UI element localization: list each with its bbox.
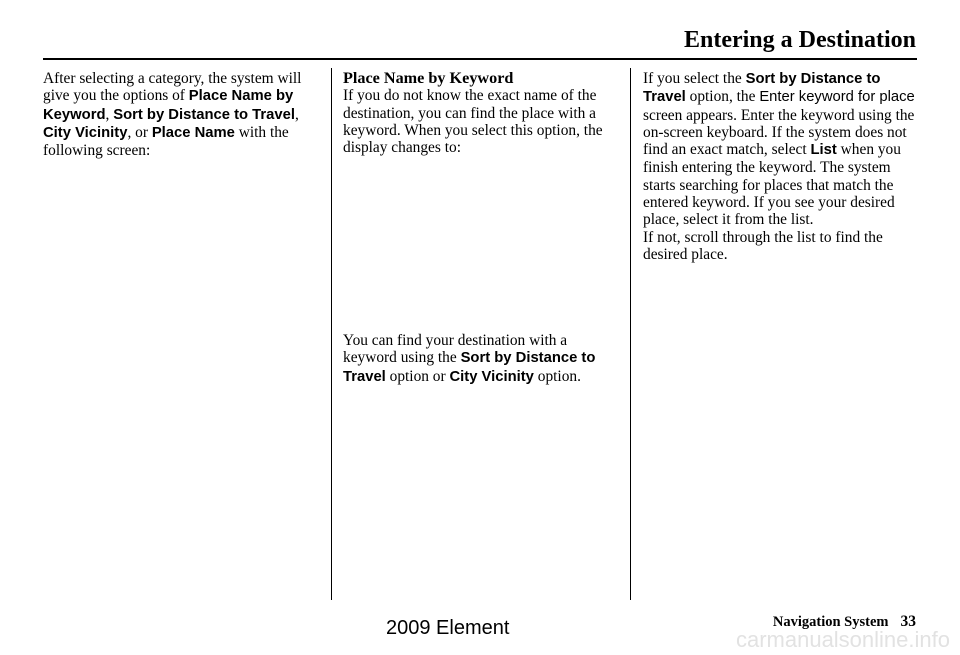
column-instructions	[643, 70, 919, 263]
model-watermark: 2009 Element	[386, 617, 510, 639]
option-sort-by-distance-select: Sort by Distance to Travel	[643, 71, 881, 106]
screen-name-enter-keyword: Enter keyword for place	[759, 89, 915, 106]
instr-text-3: screen appears. Enter the keyword using the on-screen keyboard. If the system does not find an exact match, select	[643, 106, 915, 159]
intro-text-5: with the following screen:	[43, 123, 289, 160]
column-keyword	[343, 69, 619, 385]
intro-text-2: ,	[105, 105, 114, 123]
column-divider-2	[630, 68, 631, 600]
option-place-name-by-keyword: Place Name by Keyword	[43, 88, 294, 123]
keyword-options-paragraph	[343, 332, 619, 386]
column-intro	[43, 70, 319, 159]
instr-text-1: If you select the	[643, 70, 746, 87]
instructions-paragraph	[643, 70, 919, 229]
column-divider-1	[331, 68, 332, 600]
keyword-text-3: option.	[533, 367, 581, 385]
option-sort-by-distance: Sort by Distance to Travel	[113, 106, 295, 123]
keyword-text-2: option or	[385, 367, 450, 385]
instr-text-2: option, the	[685, 88, 760, 106]
page-title: Entering a Destination	[683, 27, 916, 53]
option-city-vicinity: City Vicinity	[43, 124, 128, 141]
intro-text-4: , or	[127, 123, 152, 141]
title-divider	[43, 58, 917, 60]
option-city-vicinity-ref: City Vicinity	[449, 368, 534, 385]
option-sort-by-distance-ref: Sort by Distance to Travel	[343, 350, 596, 385]
instr-text-4: when you finish entering the keyword. The system starts searching for places that match the entered keyword. If you see your desired place, select it from the list.	[643, 141, 901, 229]
instructions-paragraph-2: If not, scroll through the list to find the desired place.	[643, 228, 883, 263]
keyword-text-1: You can find your destination with a keyword using the	[343, 332, 568, 367]
intro-text-1: After selecting a category, the system will give you the options of	[43, 70, 302, 105]
intro-text-3: ,	[294, 105, 299, 123]
section-heading: Place Name by Keyword	[343, 69, 514, 87]
intro-paragraph	[43, 70, 319, 159]
footer-section: Navigation System	[772, 614, 889, 630]
page-number: 33	[900, 613, 916, 630]
site-watermark: carmanualsonline.info	[735, 627, 950, 652]
keyword-description: If you do not know the exact name of the destination, you can find the place with a keyword. When you select this option, the display changes to:	[343, 87, 603, 157]
option-place-name: Place Name	[151, 124, 235, 141]
list-button-label: List	[810, 142, 837, 159]
